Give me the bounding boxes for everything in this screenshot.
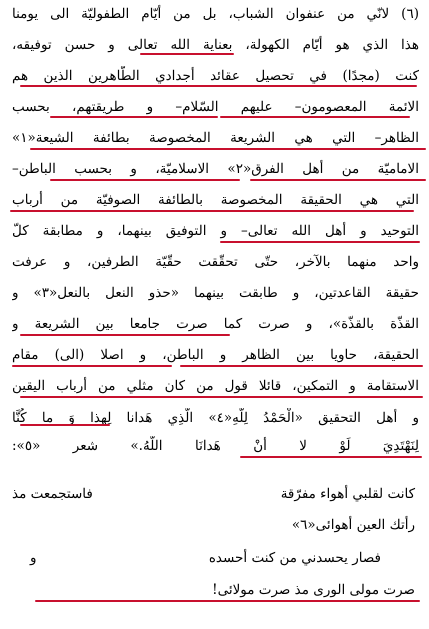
red-underline	[30, 148, 426, 150]
verse-1-first-hemistich: كانت لقلبي أهواء مفرّقة	[280, 486, 415, 502]
verse-1-second-hemistich-start: فاستجمعت مذ	[12, 486, 93, 502]
text-line: التوحيد و أهل الله تعالى– و التوفيق بينهما، و مطابقة كلّ	[12, 223, 419, 239]
verse-2-second-hemistich-start: و	[30, 550, 37, 566]
text-line: الائمة المعصومون– عليهم السّلام– و طريقتهم، بحسب	[12, 99, 419, 115]
red-underline	[12, 365, 172, 367]
red-underline	[220, 116, 410, 118]
red-underline	[250, 179, 426, 181]
red-underline	[180, 365, 423, 367]
red-underline	[220, 241, 420, 243]
red-underline	[10, 210, 414, 212]
verse-2-continuation: صرت مولى الورى مذ صرت مولائى!	[212, 582, 415, 598]
text-line: الحقيقة، حاويا بين الظاهر و الباطن، و اصلا (الى) مقام	[12, 347, 419, 363]
red-underline	[20, 334, 230, 336]
red-underline	[35, 600, 420, 602]
red-underline	[20, 396, 423, 398]
text-line: هذا الذي هو أيّام الكهولة، بعناية الله تعالى و حسن توفيقه،	[12, 37, 419, 53]
red-underline	[240, 456, 422, 458]
red-underline	[20, 85, 417, 87]
text-line: القذّة بالقذّة»، و صرت كما صرت جامعا بين الشريعة و	[12, 316, 419, 332]
text-line: الاستقامة و التمكين، قائلا قول من كان مثلي من أرباب اليقين	[12, 378, 419, 394]
verse-2-first-hemistich: فصار يحسدني من كنت أحسده	[208, 550, 381, 566]
red-underline	[50, 179, 240, 181]
text-line: (٦) لانّي من عنفوان الشباب، بل من أيّام الطفوليّة الى يومنا	[12, 6, 419, 22]
red-underline	[20, 424, 110, 426]
text-line: الاماميّة من أهل الفرق«٢» الاسلاميّة، و بحسب الباطن–	[12, 161, 419, 177]
text-line: الظاهر– التي هي الشريعة المخصوصة بطائفة الشيعة«١»	[12, 130, 419, 146]
red-underline	[140, 53, 234, 55]
verse-1-continuation: رأتك العين أهوائى«٦»	[291, 517, 415, 533]
text-line: حقيقة القاعدتين، و طابقت بينهما «حذو النعل بالنعل«٣» و	[12, 285, 419, 301]
red-underline	[50, 116, 218, 118]
text-line: كنت (مجدًا) في تحصيل عقائد أجدادي الطّاهرين الذين هم	[12, 68, 419, 84]
text-line: لِنَهْتَدِيَ لَوْ لا أَنْ هَدانَا اللَّهُ.» شعر «٥»:	[12, 438, 419, 454]
text-line: واحد منهما بالآخر، حتّى تحقّقت حقّيّة الطرفين، و عرفت	[12, 254, 419, 270]
text-line: و أهل التحقيق «الْحَمْدُ لِلَّهِ«٤» الَّذِي هَدانا لِهذا وَ ما كُنَّا	[12, 410, 419, 426]
text-line: التي هي الحقيقة المخصوصة بالطائفة الصوفيّة من أرباب	[12, 192, 419, 208]
